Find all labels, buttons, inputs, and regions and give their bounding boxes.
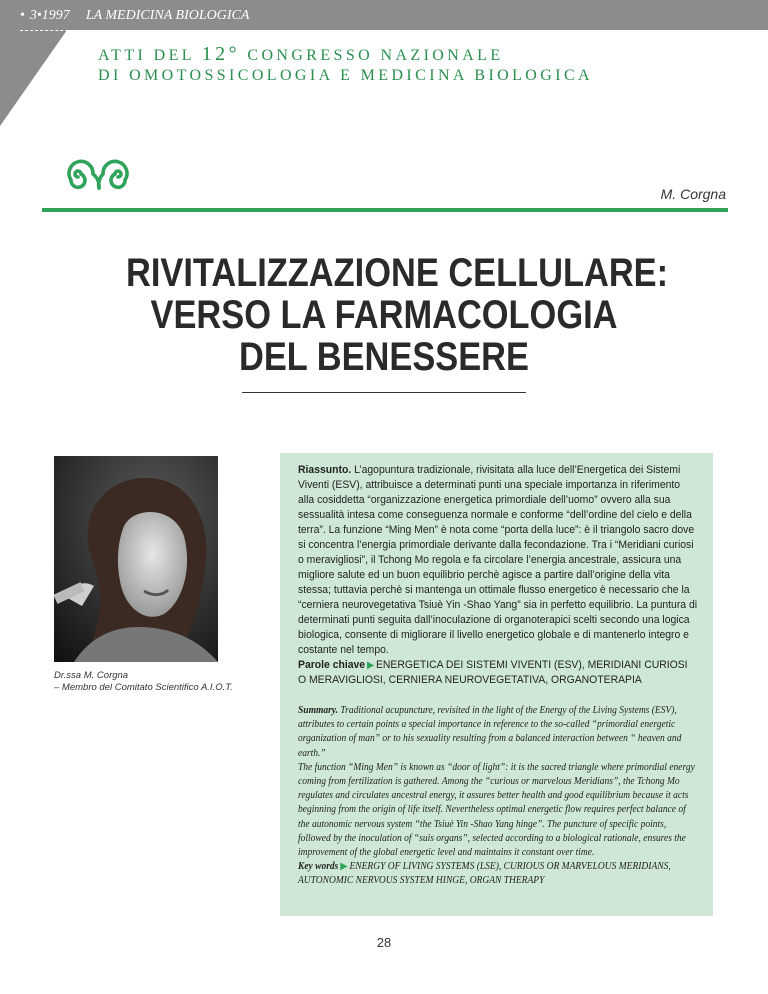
congress-line-2: DI OMOTOSSICOLOGIA E MEDICINA BIOLOGICA xyxy=(98,67,593,84)
abstract-italian xyxy=(298,463,698,688)
english-keywords-text: ENERGY OF LIVING SYSTEMS (LSE), CURIOUS OR MARVELOUS MERIDIANS, AUTONOMIC NERVOUS SYSTEM HINGE, ORGAN THERAPY xyxy=(298,861,671,887)
abstract-italian-text xyxy=(298,463,698,658)
header-dashed-rule xyxy=(20,30,320,31)
italian-keywords-text: ENERGETICA DEI SISTEMI VIVENTI (ESV), MERIDIANI CURIOSI O MERAVIGLIOSI, CERNIERA NEUROVEGETATIVA, ORGANOTERAPIA xyxy=(298,659,688,686)
key-words-label: Key words xyxy=(298,861,339,873)
caption-role: – Membro del Comitato Scientifico A.I.O.T. xyxy=(54,682,233,693)
journal-header xyxy=(20,8,249,24)
page-number: 28 xyxy=(376,935,392,950)
summary-label: Summary. xyxy=(298,705,339,716)
congress-line-1: ATTI DEL 12° CONGRESSO NAZIONALE xyxy=(98,43,504,65)
author-photo xyxy=(54,456,218,662)
title-line-1: RIVITALIZZAZIONE CELLULARE: xyxy=(126,251,669,295)
header-bullet: • xyxy=(20,8,25,23)
riassunto-label: Riassunto. xyxy=(298,464,352,476)
green-rule xyxy=(42,208,728,212)
congress-heading xyxy=(98,44,593,86)
triangle-right-icon: ▶ xyxy=(366,660,375,671)
parole-chiave-label: Parole chiave xyxy=(298,659,366,671)
title-line-2: VERSO LA FARMACOLOGIA xyxy=(150,293,618,337)
title-line-3: DEL BENESSERE xyxy=(239,335,529,379)
congress-number: 12° xyxy=(201,43,240,65)
author-name: M. Corgna xyxy=(660,186,726,202)
issue-number: 3•1997 xyxy=(29,8,70,23)
abstract-english xyxy=(298,704,695,889)
photo-caption xyxy=(54,670,254,694)
journal-name: LA MEDICINA BIOLOGICA xyxy=(85,8,250,23)
article-title xyxy=(126,251,669,379)
abstract-box xyxy=(280,453,713,916)
riassunto-body: L’agopuntura tradizionale, rivisitata alla luce dell’Energetica dei Sistemi Viventi (ESV), attribuisce a determinati punti una speciale importanza in riferimento alla cosiddetta “organizzazione energetica primordiale dell’uomo” ovvero alla sua sessualità intesa come conseguenza normale e conforme “dell’ordine del cielo e della terra”. La funzione “Ming Men” è nota come “porta della luce”: è il triangolo sacro dove si concentra l’energia primordiale derivante dalla fecondazione. Tra i “Meridiani curiosi o meravigliosi”, il Tchong Mo regola e fa circolare l’energia ancestrale, assicura una migliore salute ed un buon equilibrio perchè agisce a partire dall’origine della vita stessa; tuttavia perchè si mantenga un ottimale flusso energetico è necessario che la “cerniera neurovegetativa Tsiuè Yin -Shao Yang” sia in perfetto equilibrio. La puntura di determinati punti seguita dall’inoculazione di organoterapici scelti secondo una logica biologica, consente di migliorare il livello energetico globale e di mantenerlo integro e costante nel tempo. xyxy=(298,464,698,656)
summary-body-2: The function “Ming Men” is known as “door of light”: it is the sacred triangle where primordial energy coming from fertilization is gathered. Among the “curious or marvelous Meridians”, the Tchong Mo regulates and circulates ancestral energy, it assures better health and good equilibrium because it acts beginning from the origin of life itself. Nevertheless optimal energetic flow requires perfect balance of the autonomic nervous system “the Tsiuè Yin -Shao Yang hinge”. The puncture of specific points, followed by the inoculation of “suis organs”, selected according to a biological rationale, ensures the improvement of the global energetic level and maintains it constant over time. xyxy=(298,761,695,859)
abstract-english-text xyxy=(298,704,695,761)
italian-keywords xyxy=(298,658,698,688)
triangle-right-icon: ▶ xyxy=(340,861,348,873)
caption-name: Dr.ssa M. Corgna xyxy=(54,670,129,681)
summary-body-1: Traditional acupuncture, revisited in the light of the Energy of the Living Systems (ESV), attributes to certain points a special importance in reference to the so-called “primordial energetic organization of man” or to his sexuality resulting from a balanced interaction between “ heaven and earth.” xyxy=(298,705,682,759)
double-spiral-icon xyxy=(58,156,140,198)
english-keywords xyxy=(298,860,695,888)
title-underline xyxy=(242,392,526,393)
portrait-image xyxy=(54,456,218,662)
